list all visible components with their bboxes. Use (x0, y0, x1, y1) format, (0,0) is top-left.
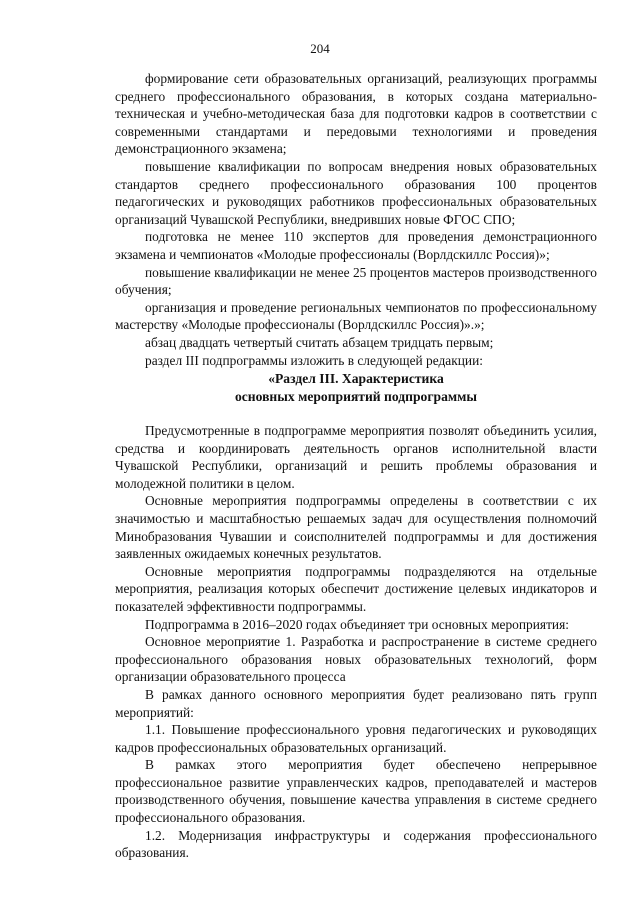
paragraph: подготовка не менее 110 экспертов для проведения демонстрационного экзамена и чемпионатов «Молодые профессионалы (Ворлдскиллс Россия)»; (115, 229, 597, 262)
paragraph: 1.1. Повышение профессионального уровня педагогических и руководящих кадров профессиональных образовательных организаций. (115, 722, 597, 755)
paragraph: В рамках данного основного мероприятия будет реализовано пять групп мероприятий: (115, 686, 597, 720)
paragraph: В рамках этого мероприятия будет обеспечено непрерывное профессиональное развитие управленческих кадров, преподавателей и мастеров производственного обучения, повышение качества управления в системе среднего профессионального образования. (115, 757, 597, 826)
section-body (115, 422, 597, 862)
paragraph: повышение квалификации по вопросам внедрения новых образовательных стандартов среднего профессионального образования 100 процентов педагогических и руководящих работников профессиональных образовательных организаций Чувашской Республики, внедривших новые ФГОС СПО; (115, 158, 597, 227)
paragraph: Основные мероприятия подпрограммы определены в соответствии с их значимостью и масштабностью решаемых задач для осуществления полномочий Минобразования Чувашии и соисполнителей подпрограммы и для достижения заявленных ожидаемых конечных результатов. (115, 493, 597, 562)
page-number: 204 (310, 41, 330, 56)
paragraph: формирование сети образовательных организаций, реализующих программы среднего профессионального образования, в которых создана материально-техническая и учебно-методическая база для подготовки кадров в соответствии с современными стандартами и передовыми технологиями и проведения демонстрационного экзамена; (115, 71, 597, 157)
paragraph: повышение квалификации не менее 25 процентов мастеров производственного обучения; (115, 264, 597, 298)
section-heading-line: основных мероприятий подпрограммы (234, 388, 478, 404)
paragraph: 1.2. Модернизация инфраструктуры и содержания профессионального образования. (115, 827, 597, 861)
paragraph: Основное мероприятие 1. Разработка и распространение в системе среднего профессионального образования новых образовательных технологий, форм организации образовательного процесса (115, 634, 597, 685)
paragraph: Основные мероприятия подпрограммы подразделяются на отдельные мероприятия, реализация которых обеспечит достижение целевых индикаторов и показателей эффективности подпрограммы. (115, 563, 597, 614)
paragraph: Подпрограмма в 2016–2020 годах объединяет три основных мероприятия: (145, 616, 569, 632)
amendment-block (115, 70, 597, 369)
paragraph: организация и проведение региональных чемпионатов по профессиональному мастерству «Молодые профессионалы (Ворлдскиллс Россия)».»; (115, 299, 597, 333)
paragraph: абзац двадцать четвертый считать абзацем тридцать первым; (145, 334, 494, 350)
paragraph: Предусмотренные в подпрограмме мероприятия позволят объединить усилия, средства и координировать деятельность органов исполнительной власти Чувашской Республики, организаций и решить проблемы образования и молодежной политики в целом. (115, 423, 597, 491)
section-heading-line: «Раздел III. Характеристика (268, 371, 444, 386)
section-heading (115, 370, 597, 405)
paragraph: раздел III подпрограммы изложить в следующей редакции: (145, 352, 483, 368)
